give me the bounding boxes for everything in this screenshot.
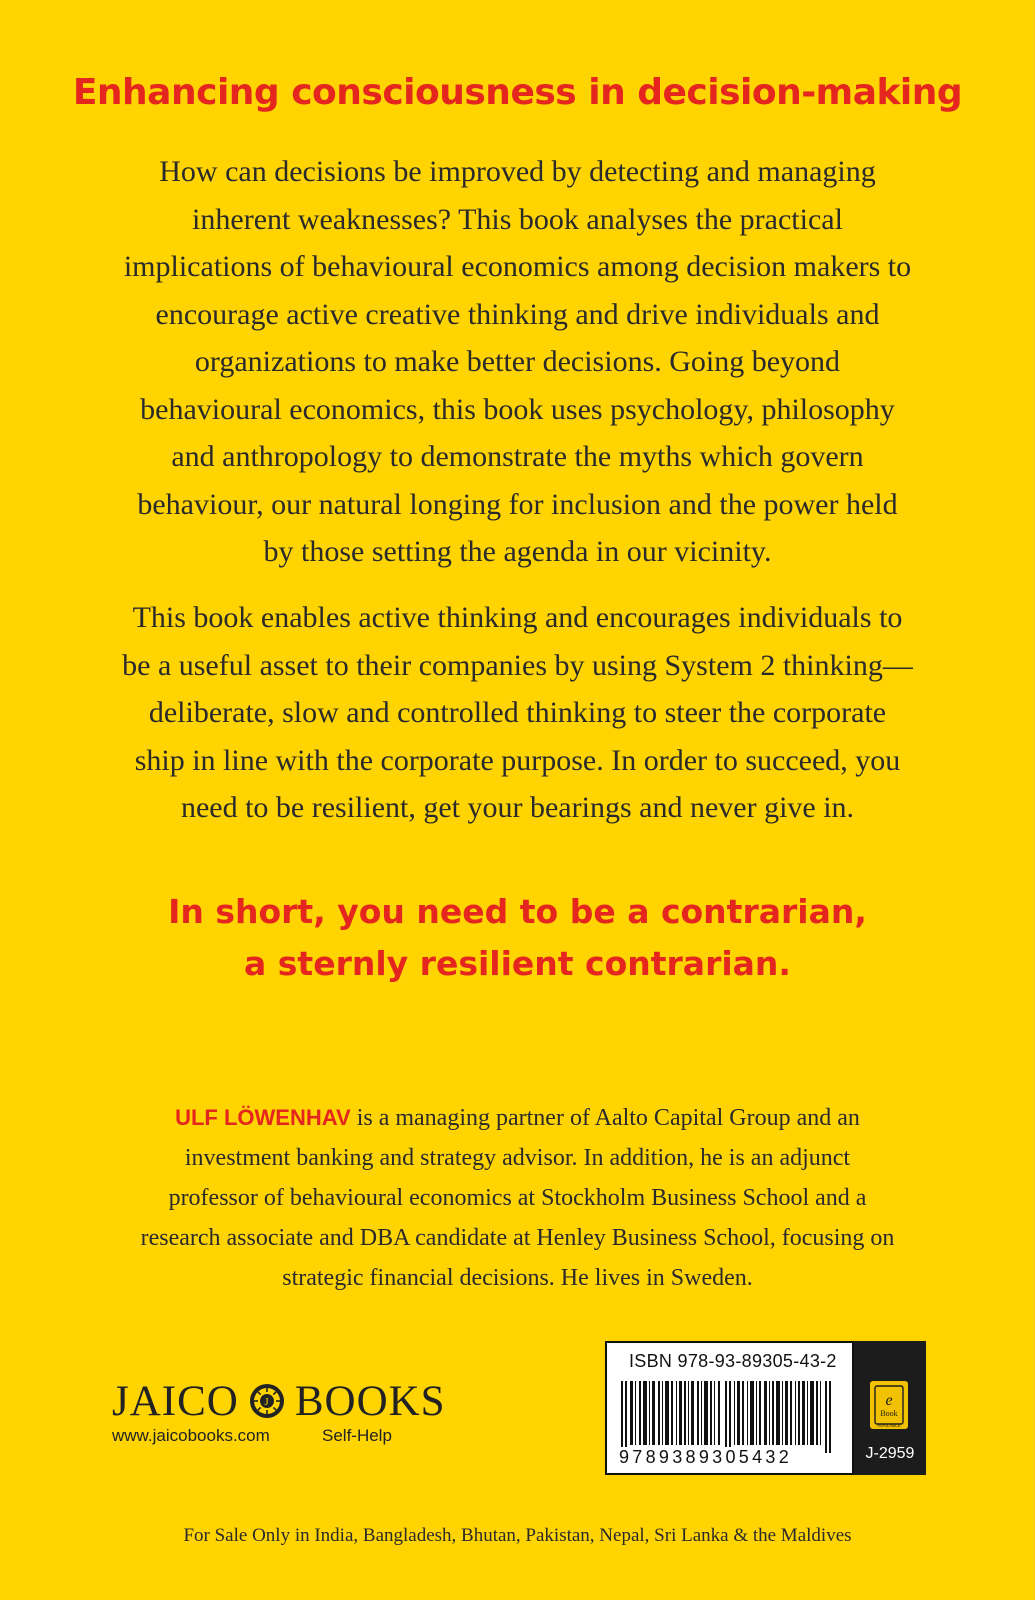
paragraph-line: inherent weaknesses? This book analyses the practical	[192, 202, 843, 236]
publisher-name-left: JAICO	[112, 1377, 239, 1425]
publisher-website: www.jaicobooks.com	[112, 1426, 270, 1445]
description-paragraph-2	[105, 594, 930, 832]
sale-territory-notice: For Sale Only in India, Bangladesh, Bhutan, Pakistan, Nepal, Sri Lanka & the Maldives	[183, 1525, 852, 1546]
bio-line: is a managing partner of Aalto Capital Group and an	[350, 1105, 860, 1131]
cover-heading: Enhancing consciousness in decision-making	[72, 72, 963, 113]
tagline-line-2: a sternly resilient contrarian.	[244, 944, 791, 983]
paragraph-line: encourage active creative thinking and drive individuals and	[155, 297, 880, 331]
paragraph-line: How can decisions be improved by detecting and managing	[159, 155, 876, 188]
paragraph-line: implications of behavioural economics among decision makers to	[123, 250, 912, 283]
publisher-logo	[112, 1378, 446, 1424]
sun-emblem-icon	[249, 1383, 285, 1419]
paragraph-line: behaviour, our natural longing for inclusion and the power held	[137, 487, 898, 521]
bio-line: strategic financial decisions. He lives in Sweden.	[282, 1265, 753, 1291]
barcode-bars	[621, 1381, 841, 1453]
book-category: Self-Help	[322, 1426, 392, 1445]
ebook-letter: e	[885, 1392, 893, 1409]
paragraph-line: and anthropology to demonstrate the myths which govern	[171, 440, 864, 473]
ebook-available: AVAILABLE	[877, 1423, 901, 1428]
isbn-label: ISBN 978-93-89305-43-2	[629, 1351, 837, 1371]
isbn-barcode	[605, 1341, 854, 1475]
ebook-badge-icon	[870, 1381, 908, 1429]
paragraph-line: organizations to make better decisions. Going beyond	[194, 345, 841, 378]
bio-line: professor of behavioural economics at Stockholm Business School and a	[168, 1185, 867, 1211]
ebook-word: Book	[880, 1409, 898, 1418]
emblem-letter: J	[264, 1396, 270, 1408]
barcode-digits: 9789389305432	[619, 1447, 793, 1467]
bio-line: research associate and DBA candidate at Henley Business School, focusing on	[140, 1225, 895, 1251]
paragraph-line: ship in line with the corporate purpose. In order to succeed, you	[134, 743, 901, 777]
catalog-code: J-2959	[865, 1445, 915, 1462]
paragraph-line: be a useful asset to their companies by using System 2 thinking—	[122, 648, 913, 682]
author-bio	[110, 1098, 925, 1298]
paragraph-line: This book enables active thinking and encourages individuals to	[132, 601, 903, 634]
paragraph-line: behavioural economics, this book uses psychology, philosophy	[140, 392, 895, 426]
paragraph-line: deliberate, slow and controlled thinking to steer the corporate	[148, 696, 887, 729]
tagline-line-1: In short, you need to be a contrarian,	[168, 892, 867, 931]
ebook-available-panel	[854, 1341, 926, 1475]
paragraph-line: need to be resilient, get your bearings and never give in.	[180, 791, 855, 824]
bio-line: investment banking and strategy advisor. In addition, he is an adjunct	[184, 1145, 851, 1171]
paragraph-line: by those setting the agenda in our vicinity.	[263, 535, 772, 568]
description-paragraph-1	[105, 148, 930, 576]
author-name: ULF LÖWENHAV	[175, 1105, 351, 1130]
publisher-name-right: BOOKS	[294, 1377, 446, 1425]
